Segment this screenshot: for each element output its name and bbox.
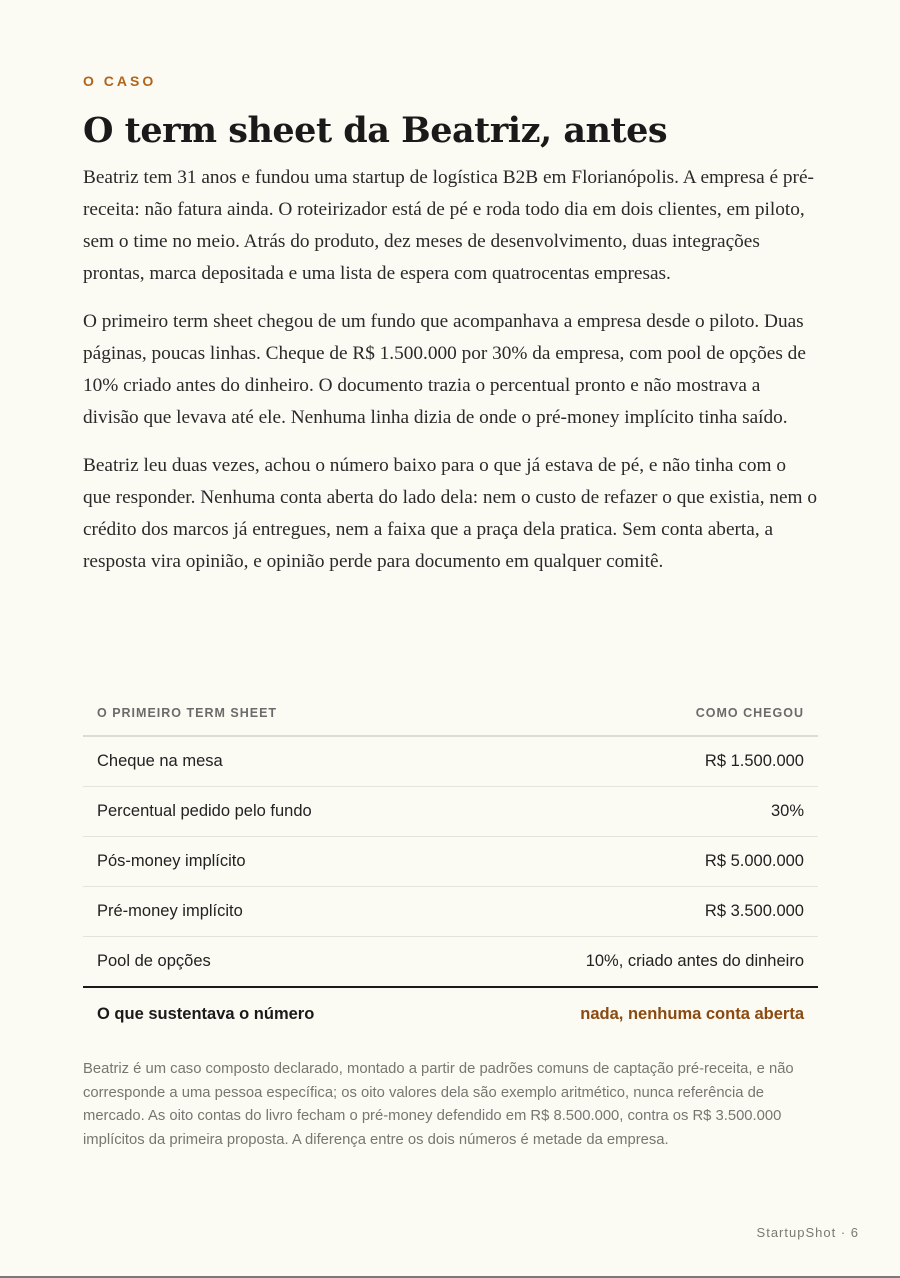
table-row bbox=[83, 736, 818, 787]
section-kicker: O CASO bbox=[83, 73, 157, 89]
table-total-row bbox=[83, 987, 818, 1057]
total-label: O que sustentava o número bbox=[97, 1005, 315, 1023]
row-label: Pool de opções bbox=[83, 937, 446, 988]
row-value: 10%, criado antes do dinheiro bbox=[446, 937, 818, 988]
row-value: R$ 5.000.000 bbox=[446, 837, 818, 887]
table-row bbox=[83, 887, 818, 937]
paragraph: Beatriz leu duas vezes, achou o número baixo para o que já estava de pé, e não tinha com o que responder. Nenhuma conta aberta do lado dela: nem o custo de refazer o que existia, nem o crédito dos marcos já entregues, nem a faixa que a praça dela pratica. Sem conta aberta, a resposta vira opinião, e opinião perde para documento em qualquer comitê. bbox=[83, 455, 818, 572]
row-value: R$ 3.500.000 bbox=[446, 887, 818, 937]
table-header-row bbox=[83, 690, 818, 736]
page-title: O term sheet da Beatriz, antes bbox=[83, 110, 668, 151]
row-label: Percentual pedido pelo fundo bbox=[83, 787, 446, 837]
row-value: R$ 1.500.000 bbox=[446, 736, 818, 787]
page-footer: StartupShot · 6 bbox=[756, 1225, 859, 1240]
table-row bbox=[83, 787, 818, 837]
footnote: Beatriz é um caso composto declarado, montado a partir de padrões comuns de captação pré-receita, e não corresponde a uma pessoa específica; os oito valores dela são exemplo aritmético, nunca referência de mercado. As oito contas do livro fecham o pré-money defendido em R$ 8.500.000, contra os R$ 3.500.000 implícitos da primeira proposta. A diferença entre os dois números é metade da empresa. bbox=[83, 1061, 794, 1148]
paragraph: O primeiro term sheet chegou de um fundo que acompanhava a empresa desde o piloto. Duas páginas, poucas linhas. Cheque de R$ 1.500.000 por 30% da empresa, com pool de opções de 10% criado antes do dinheiro. O documento trazia o percentual pronto e não mostrava a divisão que levava até ele. Nenhuma linha dizia de onde o pré-money implícito tinha saído. bbox=[83, 311, 806, 428]
table-header-left: O PRIMEIRO TERM SHEET bbox=[83, 690, 446, 736]
row-value: 30% bbox=[446, 787, 818, 837]
row-label: Cheque na mesa bbox=[83, 736, 446, 787]
term-sheet-table bbox=[83, 690, 818, 1057]
table-row bbox=[83, 837, 818, 887]
table-header-right: COMO CHEGOU bbox=[446, 690, 818, 736]
row-label: Pré-money implícito bbox=[83, 887, 446, 937]
body-text bbox=[83, 162, 818, 594]
row-label: Pós-money implícito bbox=[83, 837, 446, 887]
table-row bbox=[83, 937, 818, 988]
total-value: nada, nenhuma conta aberta bbox=[580, 1005, 804, 1023]
paragraph: Beatriz tem 31 anos e fundou uma startup de logística B2B em Florianópolis. A empresa é pré-receita: não fatura ainda. O roteirizador está de pé e roda todo dia em dois clientes, em piloto, sem o time no meio. Atrás do produto, dez meses de desenvolvimento, duas integrações prontas, marca depositada e uma lista de espera com quatrocentas empresas. bbox=[83, 167, 814, 284]
